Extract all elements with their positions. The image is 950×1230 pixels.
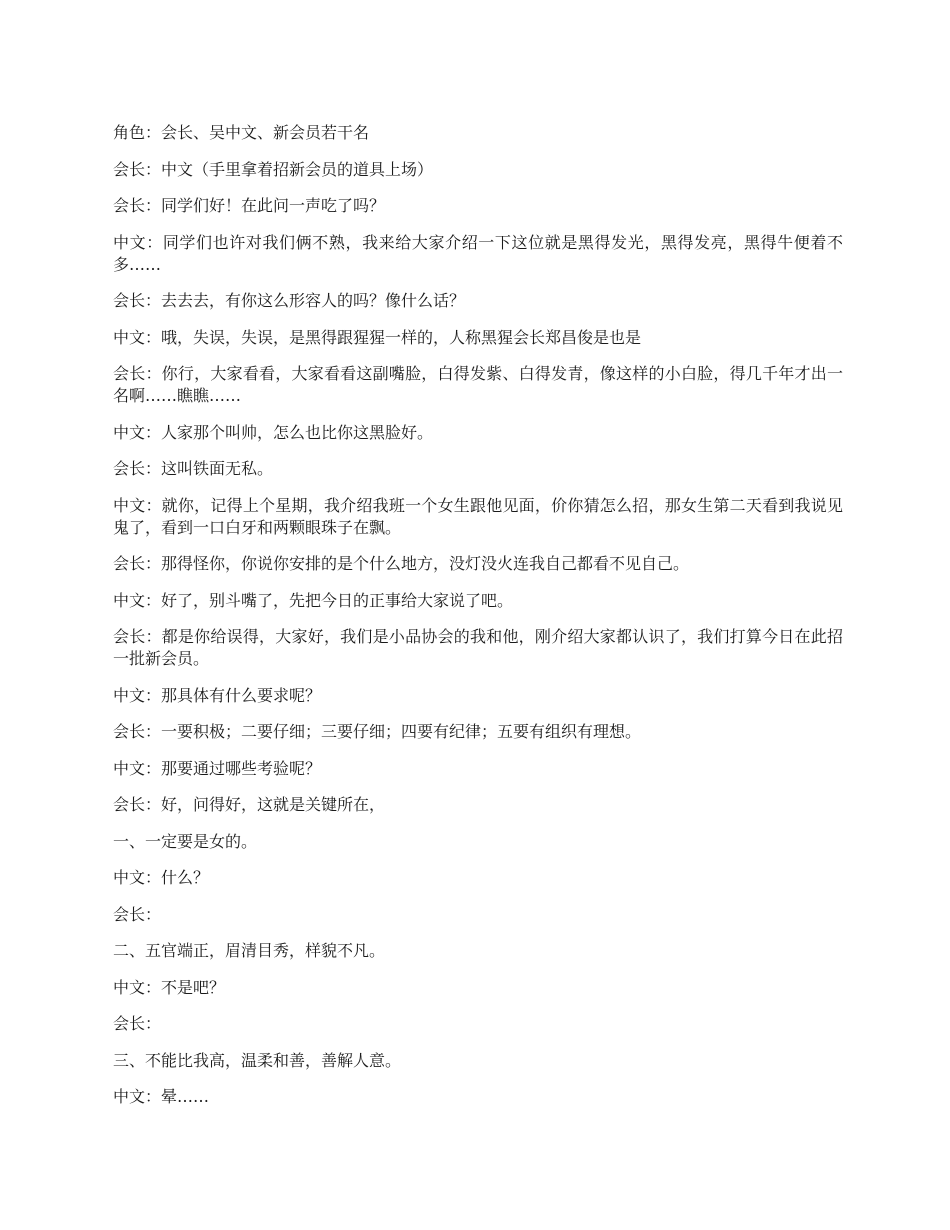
dialogue-line: 会长：中文（手里拿着招新会员的道具上场） bbox=[113, 159, 434, 179]
dialogue-line: 会长：你行，大家看看，大家看看这副嘴脸，白得发紫、白得发青，像这样的小白脸，得几千年才出一名啊……瞧瞧…… bbox=[113, 364, 843, 405]
dialogue-line: 会长：那得怪你，你说你安排的是个什么地方，没灯没火连我自己都看不见自己。 bbox=[113, 554, 690, 573]
cast-line: 角色：会长、吴中文、新会员若干名 bbox=[113, 123, 370, 142]
dialogue-line: 会长：这叫铁面无私。 bbox=[113, 459, 274, 478]
dialogue-line: 中文：就你，记得上个星期，我介绍我班一个女生跟他见面，价你猜怎么招，那女生第二天看到我说见鬼了，看到一口白牙和两颗眼珠子在飘。 bbox=[113, 495, 843, 537]
dialogue-line: 中文：那要通过哪些考验呢？ bbox=[113, 758, 322, 778]
dialogue-line: 会长： bbox=[113, 1014, 162, 1033]
dialogue-line: 中文：人家那个叫帅，怎么也比你这黑脸好。 bbox=[113, 422, 434, 442]
dialogue-line: 会长：都是你给误得，大家好，我们是小品协会的我和他，刚介绍大家都认识了，我们打算今日在此招一批新会员。 bbox=[113, 627, 843, 668]
dialogue-line: 中文：哦，失误，失误，是黑得跟猩猩一样的，人称黑猩会长郑昌俊是也是 bbox=[113, 327, 642, 347]
dialogue-line: 中文：什么？ bbox=[113, 868, 210, 887]
script-body bbox=[113, 122, 843, 1123]
rule-line: 一、一定要是女的。 bbox=[113, 831, 258, 851]
rule-line: 二、五官端正，眉清目秀，样貌不凡。 bbox=[113, 941, 386, 960]
dialogue-line: 中文：那具体有什么要求呢？ bbox=[113, 685, 322, 705]
rule-line: 三、不能比我高，温柔和善，善解人意。 bbox=[113, 1050, 402, 1070]
dialogue-line: 中文：好了，别斗嘴了，先把今日的正事给大家说了吧。 bbox=[113, 590, 514, 610]
dialogue-line: 中文：不是吧？ bbox=[113, 977, 226, 997]
dialogue-line: 中文：同学们也许对我们俩不熟，我来给大家介绍一下这位就是黑得发光，黑得发亮，黑得牛便着不多…… bbox=[113, 232, 843, 274]
dialogue-line: 会长： bbox=[113, 904, 162, 924]
dialogue-line: 会长：同学们好！在此问一声吃了吗？ bbox=[113, 196, 386, 215]
dialogue-line: 会长：一要积极；二要仔细；三要仔细；四要有纪律；五要有组织有理想。 bbox=[113, 722, 642, 741]
dialogue-line: 会长：好，问得好，这就是关键所在， bbox=[113, 795, 386, 814]
dialogue-line: 会长：去去去，有你这么形容人的吗？像什么话？ bbox=[113, 291, 466, 310]
dialogue-line: 中文：晕…… bbox=[113, 1087, 210, 1106]
